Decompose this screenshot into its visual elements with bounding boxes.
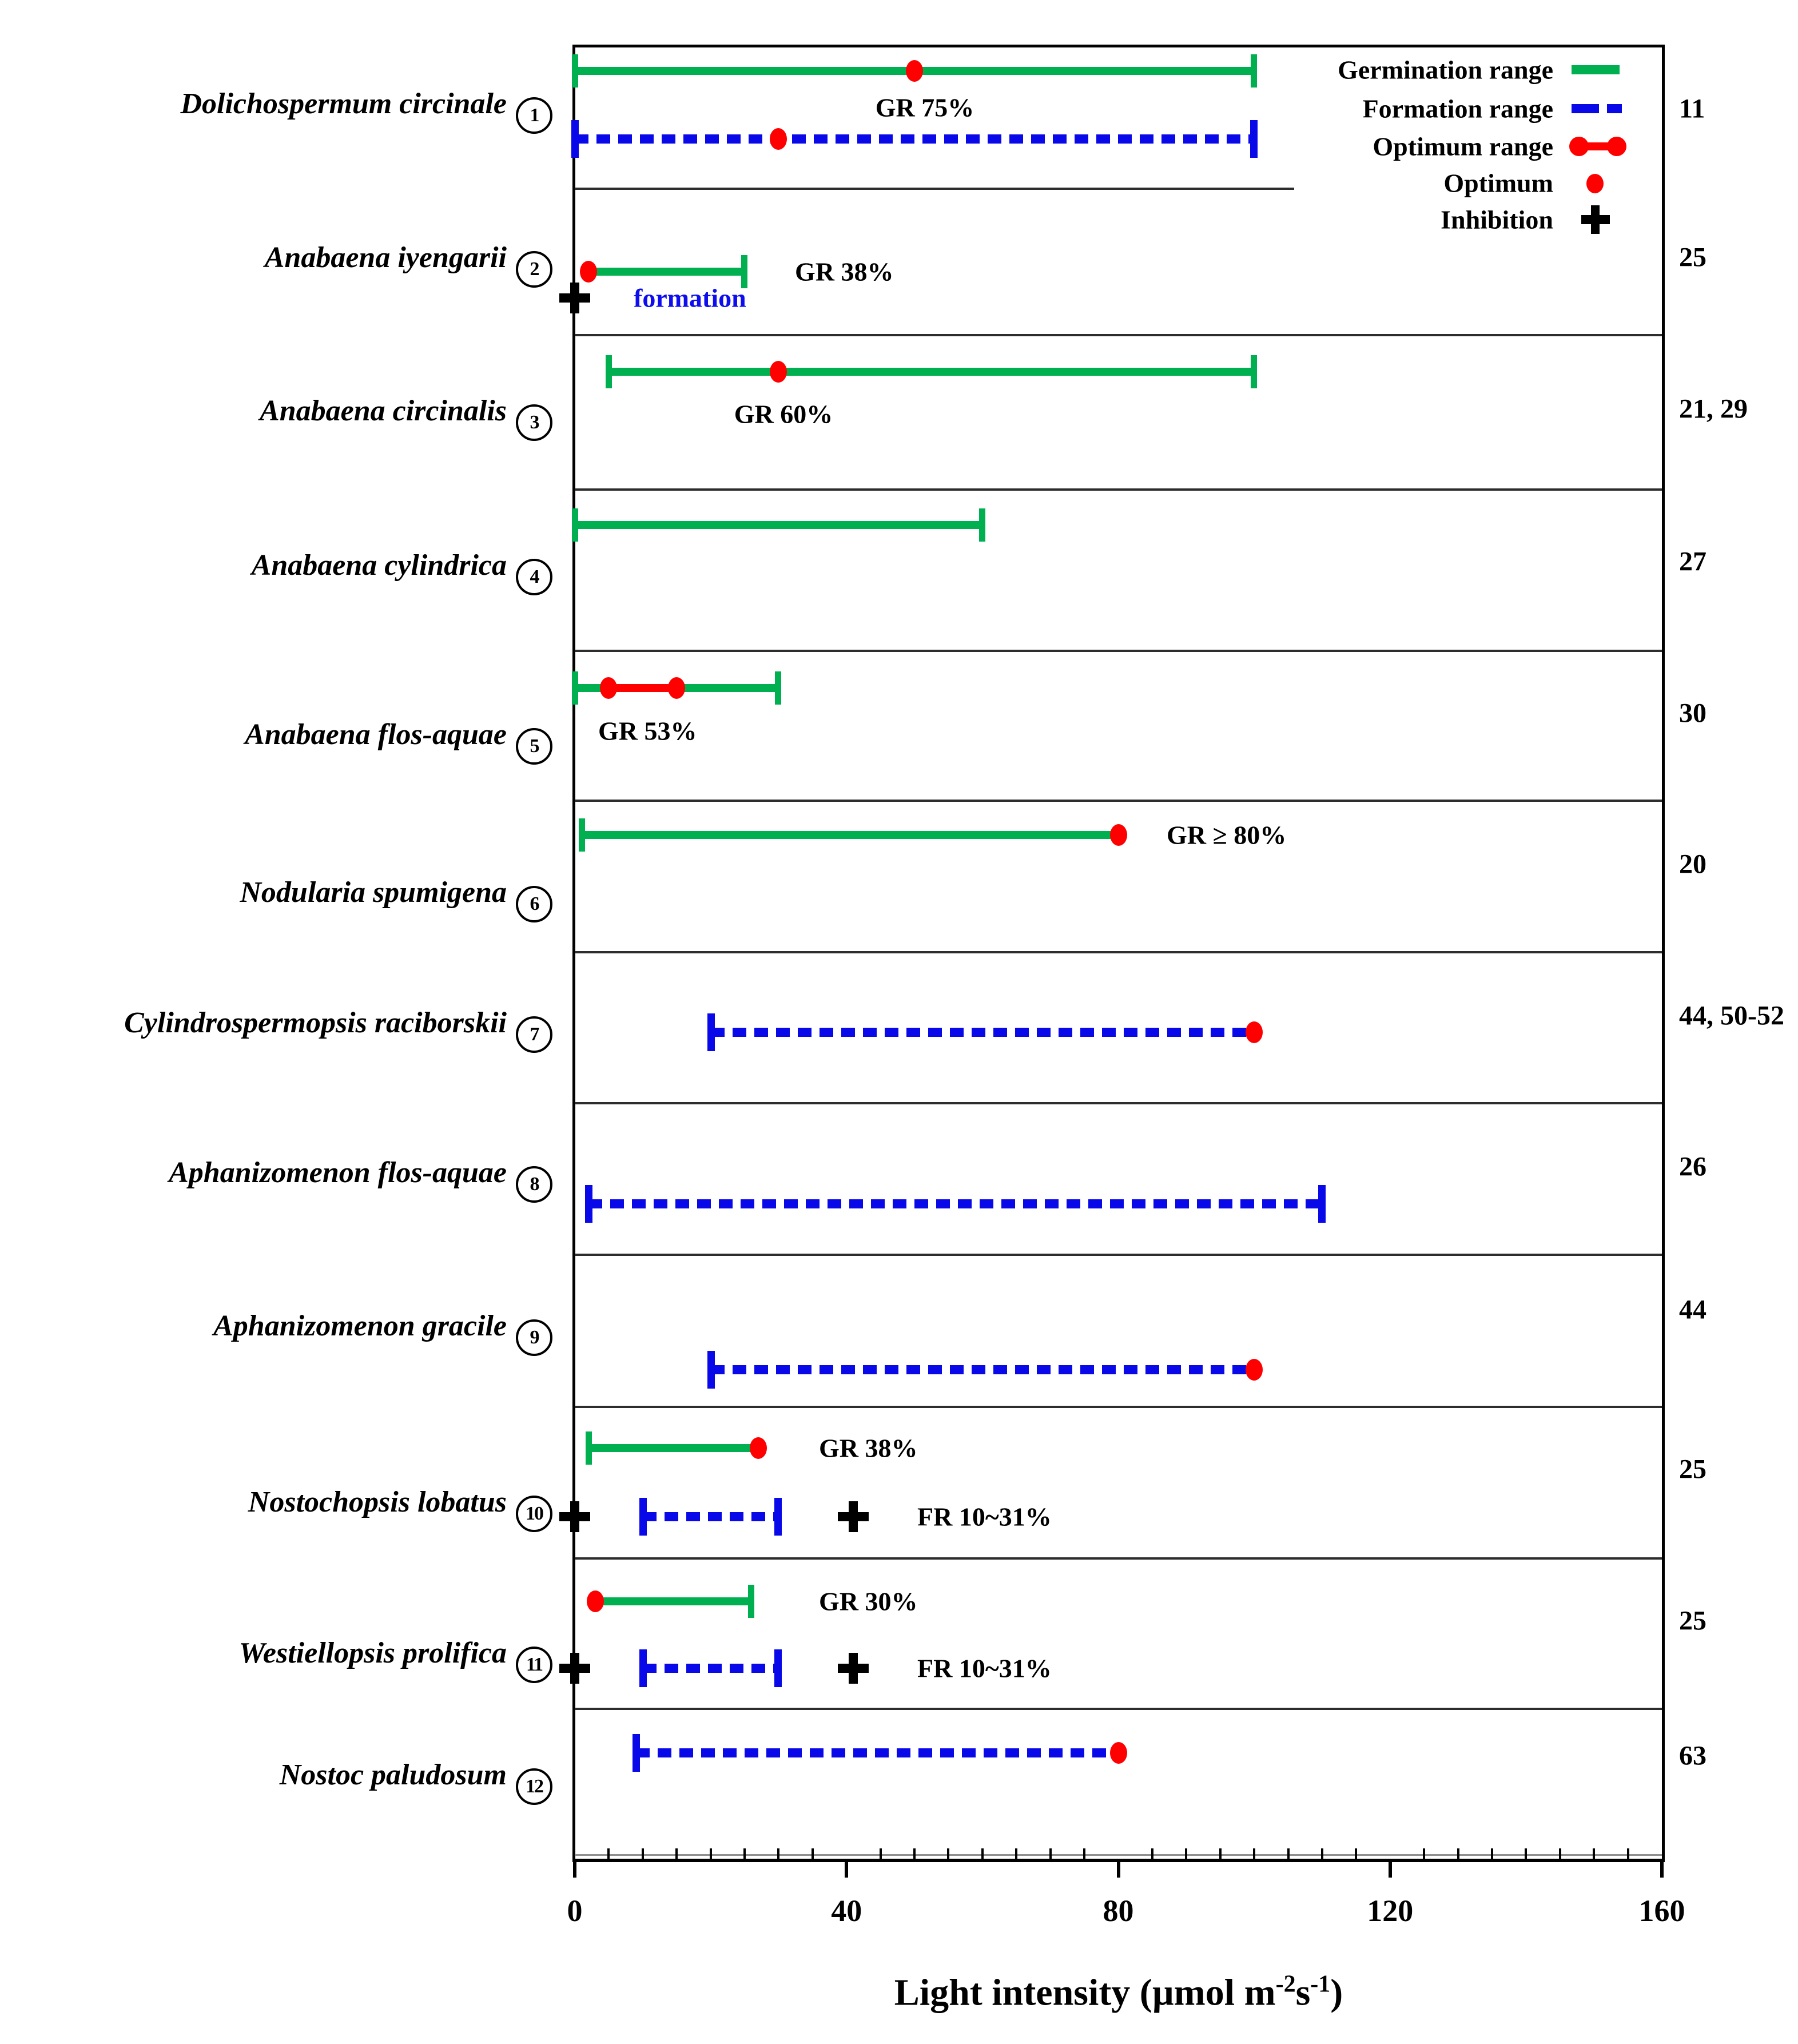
formation-range-bar: [588, 1199, 1322, 1208]
x-axis-title-text: Light intensity (µmol m: [894, 1971, 1276, 2014]
annotation-label: GR 53%: [598, 716, 697, 746]
germination-range-bar: [588, 268, 745, 276]
germination-range-bar: [588, 1444, 758, 1452]
row-separator: [575, 1557, 1662, 1560]
x-axis-title-sup-2: -2: [1275, 1971, 1296, 1998]
species-name: Cylindrospermopsis raciborskii: [124, 1007, 507, 1039]
range-cap-right: [1251, 54, 1257, 88]
formation-range-legend-icon: [1572, 104, 1599, 113]
species-name: Aphanizomenon gracile: [213, 1310, 507, 1342]
range-cap-right: [1251, 355, 1257, 388]
legend-label-green-line: Germination range: [1338, 55, 1553, 85]
optimum-dot: [668, 677, 685, 699]
species-number-badge: 6: [516, 886, 552, 922]
x-axis-minor-tick: [1049, 1848, 1052, 1859]
reference-number: 44: [1679, 1294, 1706, 1325]
species-label-10: [0, 1485, 552, 1532]
x-axis-tick-label: 0: [567, 1894, 583, 1928]
x-axis-minor-tick: [675, 1848, 678, 1859]
x-axis-minor-tick: [981, 1848, 984, 1859]
formation-range-bar: [711, 1365, 1255, 1374]
species-number-badge: 1: [516, 97, 552, 134]
x-axis-minor-tick: [880, 1848, 882, 1859]
x-axis-tick-label: 40: [831, 1894, 862, 1928]
range-cap-left: [606, 355, 612, 388]
species-number-badge: 3: [516, 404, 552, 441]
species-name: Westiellopsis prolifica: [238, 1637, 507, 1669]
reference-number: 26: [1679, 1151, 1706, 1182]
range-cap-left: [707, 1351, 715, 1389]
reference-number: 11: [1679, 93, 1705, 124]
reference-number: 27: [1679, 546, 1706, 577]
species-name: Aphanizomenon flos-aquae: [169, 1156, 507, 1189]
species-number-badge: 7: [516, 1016, 552, 1053]
legend-label-red-range: Optimum range: [1373, 132, 1553, 161]
annotation-label: GR 75%: [875, 93, 974, 122]
x-axis-minor-tick: [710, 1848, 712, 1859]
range-cap-right: [979, 508, 985, 542]
optimum-dot: [770, 361, 787, 383]
row-separator: [575, 800, 1662, 802]
species-name: Anabaena flos-aquae: [245, 718, 507, 751]
optimum-dot: [1110, 1742, 1127, 1764]
germination-range-bar: [575, 521, 982, 529]
x-axis-minor-tick: [1185, 1848, 1187, 1859]
legend-label-plus: Inhibition: [1441, 205, 1553, 234]
species-label-1: [0, 87, 552, 134]
optimum-dot: [1110, 824, 1127, 846]
x-axis-minor-tick: [1491, 1848, 1493, 1859]
plot-axis-shadow-line: [575, 1854, 1662, 1856]
optimum-dot: [770, 128, 787, 150]
optimum-range-bar: [608, 684, 677, 692]
x-axis-minor-tick: [1321, 1848, 1323, 1859]
x-axis-major-tick: [1117, 1862, 1120, 1878]
x-axis-minor-tick: [1083, 1848, 1085, 1859]
plot-border-top: [572, 45, 1665, 47]
x-axis-minor-tick: [642, 1848, 644, 1859]
x-axis-minor-tick: [1015, 1848, 1017, 1859]
reference-number: 21, 29: [1679, 393, 1748, 424]
x-axis-title-close: ): [1330, 1971, 1343, 2014]
x-axis-minor-tick: [1423, 1848, 1425, 1859]
annotation-label: GR 38%: [795, 257, 894, 287]
range-cap-left: [585, 1185, 592, 1223]
x-axis-minor-tick: [812, 1848, 814, 1859]
species-name: Dolichospermum circinale: [180, 88, 507, 120]
optimum-dot: [600, 677, 617, 699]
range-cap-left: [633, 1734, 640, 1772]
formation-range-bar: [575, 134, 1254, 144]
x-axis-minor-tick: [1627, 1848, 1629, 1859]
species-label-8: [0, 1156, 552, 1203]
range-cap-right: [1250, 120, 1258, 158]
range-cap-left: [639, 1498, 647, 1536]
reference-number: 25: [1679, 1605, 1706, 1636]
row-separator: [575, 1254, 1662, 1256]
x-axis-tick-label: 80: [1103, 1894, 1134, 1928]
optimum-dot: [1246, 1359, 1263, 1381]
x-axis-major-tick: [1389, 1862, 1392, 1878]
annotation-label: GR 38%: [819, 1433, 918, 1463]
x-axis-minor-tick: [1457, 1848, 1459, 1859]
species-number-badge: 12: [516, 1768, 552, 1805]
x-axis-tick-label: 120: [1367, 1894, 1414, 1928]
inhibition-legend-icon-h: [1581, 215, 1610, 224]
x-axis-minor-tick: [1151, 1848, 1153, 1859]
species-label-11: [0, 1636, 552, 1683]
species-name: Anabaena cylindrica: [251, 549, 507, 582]
reference-number: 44, 50-52: [1679, 1000, 1784, 1031]
x-axis-minor-tick: [777, 1848, 779, 1859]
germination-range-legend-icon: [1572, 65, 1620, 74]
inhibition-mark-h: [559, 293, 590, 303]
annotation-label: GR ≥ 80%: [1167, 820, 1287, 850]
species-label-6: [0, 876, 552, 922]
x-axis-major-tick: [845, 1862, 848, 1878]
range-cap-left: [572, 54, 578, 88]
formation-range-legend-icon-dash2: [1607, 104, 1622, 113]
germination-range-bar: [608, 368, 1254, 376]
x-axis-title: [894, 1971, 1343, 2015]
species-number-badge: 8: [516, 1166, 552, 1203]
x-axis-major-tick: [1660, 1862, 1664, 1878]
range-cap-right: [748, 1585, 754, 1618]
annotation-label: FR 10~31%: [917, 1653, 1052, 1683]
optimum-dot: [1246, 1021, 1263, 1043]
range-cap-left: [586, 1431, 592, 1465]
annotation-label: formation: [634, 283, 746, 313]
row-separator: [575, 488, 1662, 491]
species-number-badge: 5: [516, 728, 552, 765]
species-label-3: [0, 394, 552, 441]
germination-range-bar: [595, 1597, 751, 1605]
species-label-7: [0, 1006, 552, 1053]
optimum-dot: [587, 1590, 604, 1612]
species-label-5: [0, 718, 552, 765]
inhibition-mark-h: [838, 1664, 869, 1673]
optimum-dot: [906, 60, 923, 82]
x-axis-minor-tick: [743, 1848, 746, 1859]
optimum-range-legend-dot-left: [1569, 137, 1589, 156]
x-axis-minor-tick: [1219, 1848, 1222, 1859]
optimum-dot: [750, 1437, 767, 1459]
formation-range-bar: [636, 1748, 1119, 1757]
x-axis-major-tick: [573, 1862, 576, 1878]
species-name: Nostochopsis lobatus: [248, 1486, 507, 1518]
range-cap-right: [775, 671, 781, 705]
x-axis-minor-tick: [1287, 1848, 1290, 1859]
range-cap-left: [639, 1649, 647, 1687]
species-label-2: [0, 241, 552, 288]
species-number-badge: 9: [516, 1319, 552, 1356]
x-axis-minor-tick: [1525, 1848, 1527, 1859]
optimum-dot: [580, 261, 597, 283]
x-axis-minor-tick: [1559, 1848, 1561, 1859]
range-cap-left: [571, 120, 579, 158]
range-cap-left: [579, 818, 585, 852]
x-axis-minor-tick: [1253, 1848, 1255, 1859]
row-separator: [575, 1102, 1662, 1104]
range-cap-right: [774, 1498, 782, 1536]
species-number-badge: 10: [516, 1496, 552, 1532]
inhibition-mark-h: [838, 1512, 869, 1521]
species-name: Nostoc paludosum: [279, 1759, 507, 1791]
reference-number: 25: [1679, 1454, 1706, 1485]
range-cap-left: [707, 1013, 715, 1051]
row-separator: [575, 650, 1662, 652]
reference-number: 25: [1679, 242, 1706, 273]
species-name: Anabaena circinalis: [260, 395, 507, 427]
annotation-label: GR 30%: [819, 1586, 918, 1616]
species-number-badge: 11: [516, 1647, 552, 1683]
x-axis-title-sup-1: -1: [1310, 1971, 1331, 1998]
row-separator: [575, 1708, 1662, 1710]
species-name: Nodularia spumigena: [240, 876, 507, 909]
x-axis-minor-tick: [1355, 1848, 1357, 1859]
species-number-badge: 2: [516, 251, 552, 288]
plot-border-right: [1662, 45, 1665, 1860]
germination-range-bar: [582, 831, 1119, 839]
inhibition-mark-h: [559, 1512, 590, 1521]
x-axis-tick-label: 160: [1638, 1894, 1685, 1928]
optimum-legend-icon: [1586, 174, 1604, 193]
legend-label-blue-dash: Formation range: [1362, 94, 1553, 124]
reference-number: 30: [1679, 698, 1706, 729]
x-axis-minor-tick: [1593, 1848, 1595, 1859]
annotation-label: FR 10~31%: [917, 1502, 1052, 1532]
row-separator: [575, 951, 1662, 953]
x-axis-minor-tick: [607, 1848, 610, 1859]
species-number-badge: 4: [516, 559, 552, 595]
inhibition-mark-h: [559, 1664, 590, 1673]
x-axis-minor-tick: [947, 1848, 949, 1859]
annotation-label: GR 60%: [734, 399, 833, 429]
legend-label-red-dot: Optimum: [1443, 168, 1553, 198]
formation-range-bar: [711, 1028, 1255, 1037]
row-separator: [575, 1406, 1662, 1408]
range-cap-left: [572, 508, 578, 542]
formation-range-bar: [643, 1664, 779, 1673]
species-name: Anabaena iyengarii: [264, 241, 507, 274]
reference-number: 20: [1679, 849, 1706, 880]
x-axis-minor-tick: [913, 1848, 916, 1859]
range-cap-left: [572, 671, 578, 705]
range-cap-right: [1318, 1185, 1326, 1223]
range-cap-right: [774, 1649, 782, 1687]
species-label-12: [0, 1758, 552, 1805]
x-axis-title-s: s: [1295, 1971, 1311, 2014]
optimum-range-legend-dot-right: [1607, 137, 1626, 156]
species-label-4: [0, 548, 552, 595]
row-separator: [575, 334, 1662, 336]
row-separator: [575, 188, 1294, 190]
reference-number: 63: [1679, 1740, 1706, 1771]
formation-range-bar: [643, 1512, 779, 1521]
species-label-9: [0, 1309, 552, 1356]
